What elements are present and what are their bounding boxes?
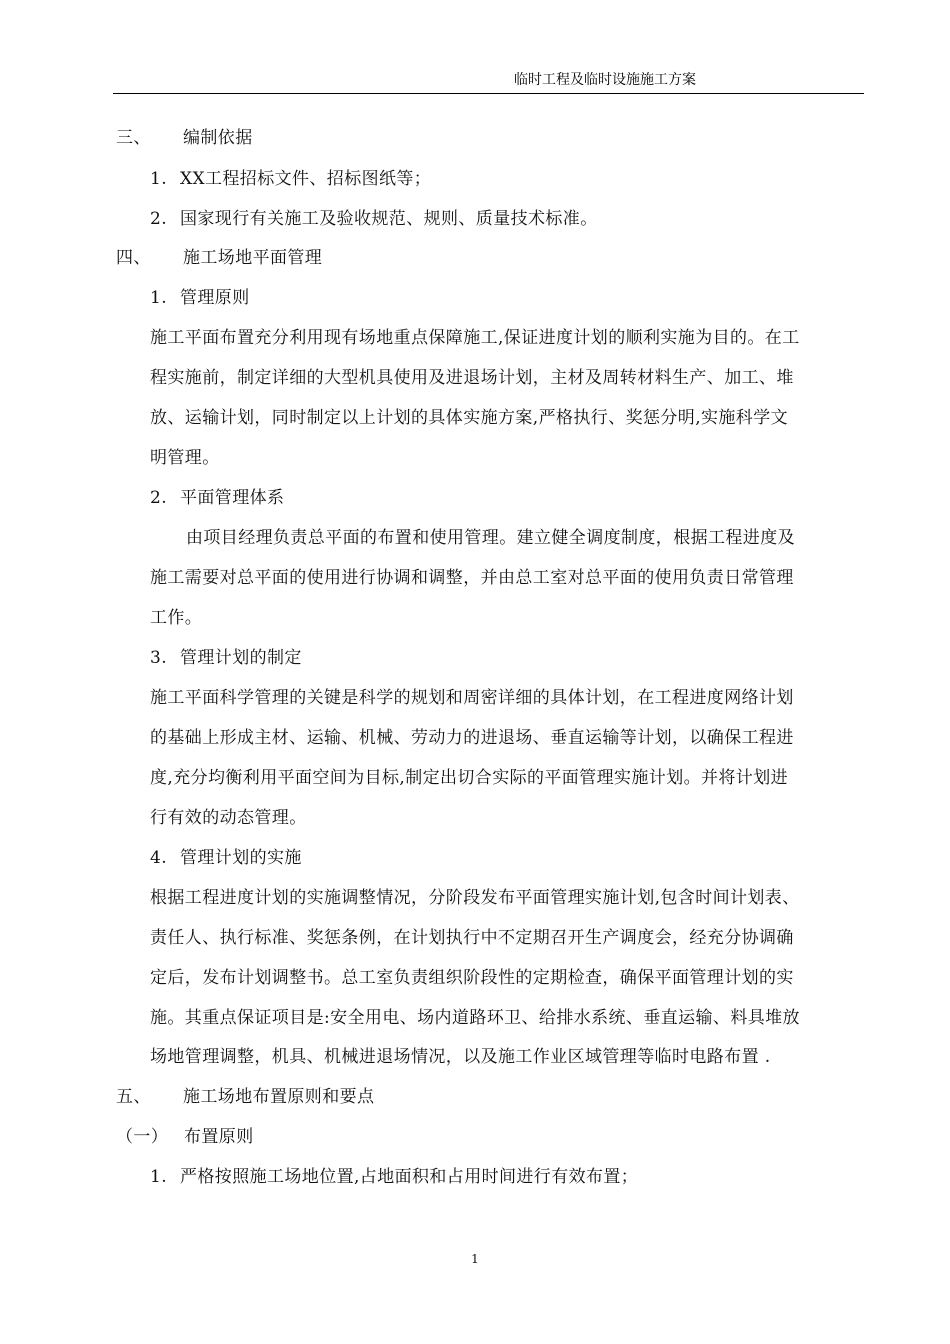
paragraph-line: 施工平面布置充分利用现有场地重点保障施工,保证进度计划的顺利实施为目的。在工 <box>150 328 800 348</box>
item-text: 严格按照施工场地位置,占地面积和占用时间进行有效布置； <box>180 1167 639 1187</box>
item-number: 2. <box>150 488 168 508</box>
paragraph-line: 定后，发布计划调整书。总工室负责组织阶段性的定期检查，确保平面管理计划的实 <box>150 968 794 988</box>
subsection-title: 管理原则 <box>180 288 250 308</box>
section-heading-5 <box>116 1085 374 1109</box>
paragraph-line: 度,充分均衡利用平面空间为目标,制定出切合实际的平面管理实施计划。并将计划进 <box>150 768 789 788</box>
item-number: 2. <box>150 209 168 229</box>
subsection-title: 管理计划的制定 <box>180 648 302 668</box>
list-item <box>150 1165 638 1189</box>
paragraph-line: 施工需要对总平面的使用进行协调和调整，并由总工室对总平面的使用负责日常管理 <box>150 568 794 588</box>
paragraph-line: 行有效的动态管理。 <box>150 808 307 828</box>
subsection-title: 平面管理体系 <box>180 488 285 508</box>
paragraph-line: 施。其重点保证项目是:安全用电、场内道路环卫、给排水系统、垂直运输、料具堆放 <box>150 1008 800 1028</box>
paragraph-line: 程实施前，制定详细的大型机具使用及进退场计划，主材及周转材料生产、加工、堆 <box>150 368 794 388</box>
paragraph-line: 责任人、执行标准、奖惩条例，在计划执行中不定期召开生产调度会，经充分协调确 <box>150 928 794 948</box>
item-number: 1. <box>150 288 168 308</box>
running-header-title: 临时工程及临时设施施工方案 <box>514 72 696 88</box>
subsection-heading <box>150 646 302 670</box>
section-number: 四、 <box>116 248 151 268</box>
section-title: 编制依据 <box>183 128 253 148</box>
subsection-heading <box>150 486 284 510</box>
paragraph-line: 由项目经理负责总平面的布置和使用管理。建立健全调度制度，根据工程进度及 <box>186 528 795 548</box>
section-number: 三、 <box>116 128 151 148</box>
paragraph-line: 明管理。 <box>150 448 220 468</box>
subsection-heading <box>150 286 250 310</box>
section-number: 五、 <box>116 1087 151 1107</box>
paragraph-line: 工作。 <box>150 608 203 628</box>
item-text: XX工程招标文件、招标图纸等； <box>180 169 432 189</box>
list-item <box>150 207 598 231</box>
section-title: 施工场地布置原则和要点 <box>183 1087 375 1107</box>
part-title: 布置原则 <box>184 1127 254 1147</box>
part-number: （一） <box>116 1127 169 1147</box>
paragraph-line: 的基础上形成主材、运输、机械、劳动力的进退场、垂直运输等计划，以确保工程进 <box>150 728 794 748</box>
paragraph-line: 施工平面科学管理的关键是科学的规划和周密详细的具体计划，在工程进度网络计划 <box>150 688 794 708</box>
header-rule <box>113 93 864 94</box>
subsection-title: 管理计划的实施 <box>180 848 302 868</box>
section-heading-4 <box>116 246 322 270</box>
subsection-heading <box>150 846 302 870</box>
paragraph-line: 场地管理调整，机具、机械进退场情况，以及施工作业区域管理等临时电路布置 . <box>150 1047 771 1067</box>
list-item <box>150 167 431 191</box>
section-heading-3 <box>116 126 253 150</box>
item-number: 1. <box>150 1167 168 1187</box>
paragraph-line: 根据工程进度计划的实施调整情况，分阶段发布平面管理实施计划,包含时间计划表、 <box>150 888 800 908</box>
item-number: 1. <box>150 169 168 189</box>
item-number: 3. <box>150 648 168 668</box>
paragraph-line: 放、运输计划，同时制定以上计划的具体实施方案,严格执行、奖惩分明,实施科学文 <box>150 408 789 428</box>
page-number: 1 <box>471 1252 479 1266</box>
item-text: 国家现行有关施工及验收规范、规则、质量技术标准。 <box>180 209 598 229</box>
section-title: 施工场地平面管理 <box>183 248 323 268</box>
item-number: 4. <box>150 848 168 868</box>
part-heading <box>116 1125 254 1149</box>
